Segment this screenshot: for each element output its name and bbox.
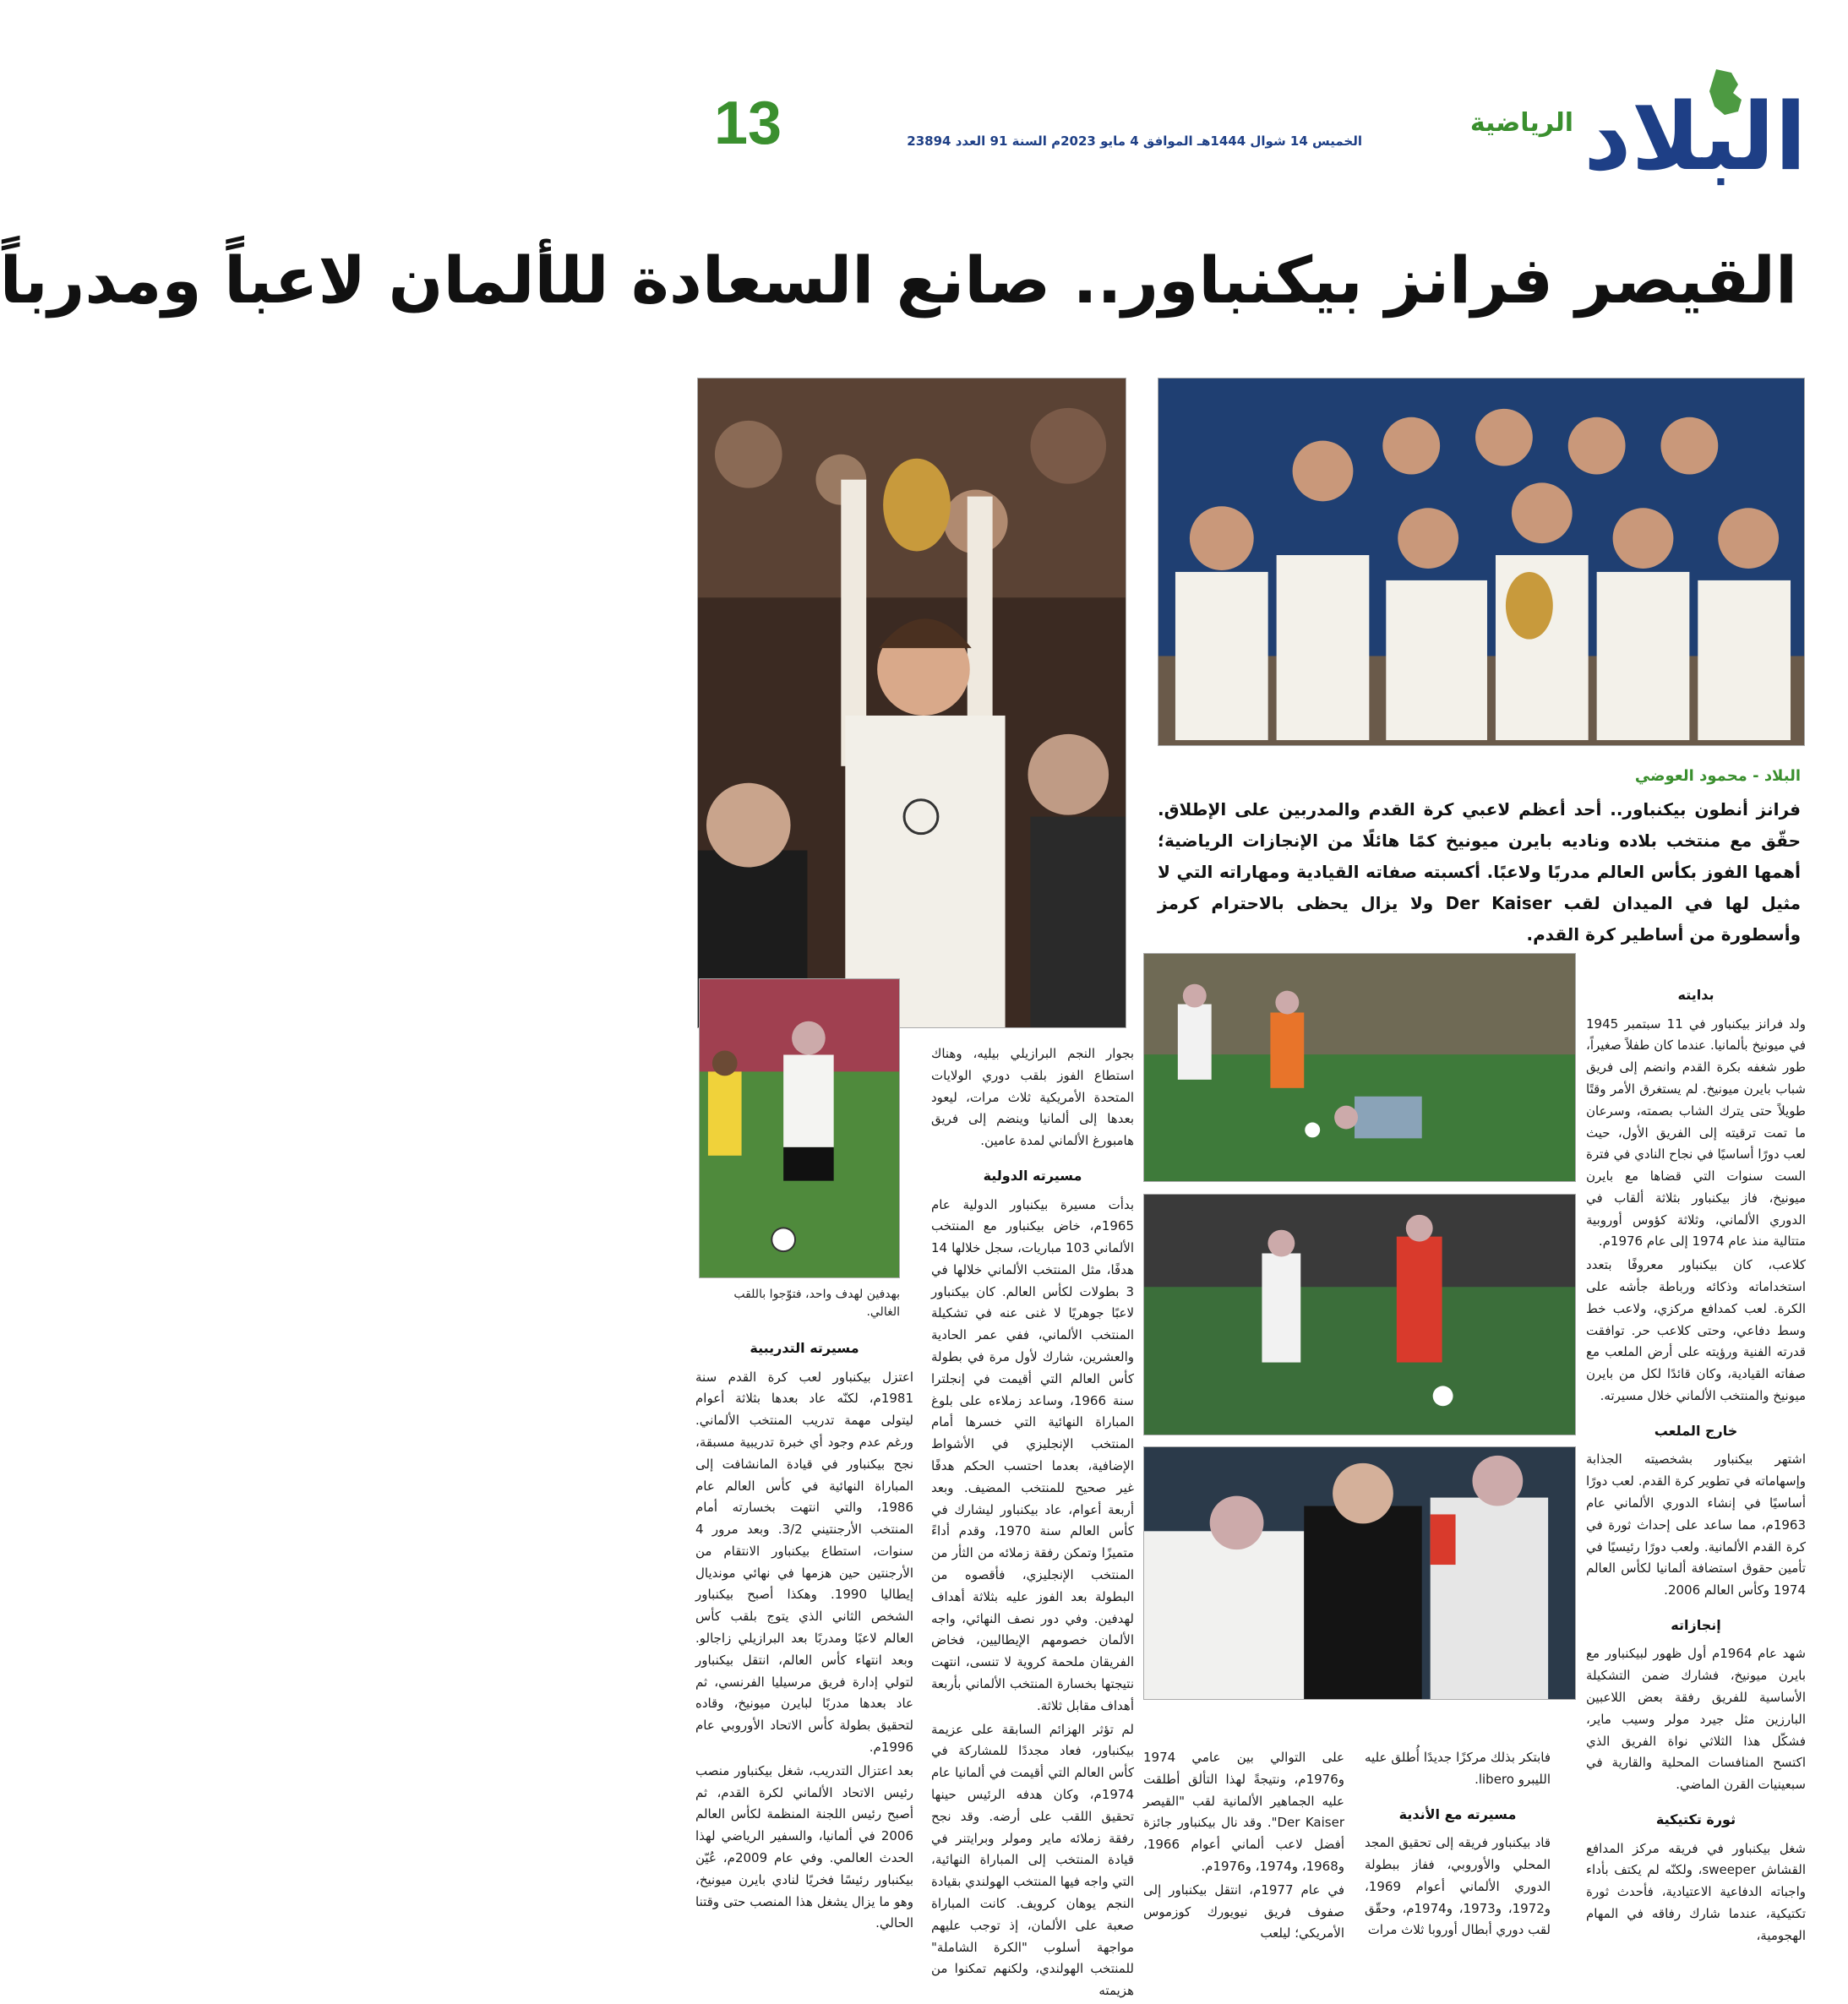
paragraph: كلاعب، كان بيكنباور معروفًا بتعدد استخداماته وذكائه ورباطة جأشه على الكرة. لعب كمدافع مركزي، ولاعب خط وسط دفاعي، وحتى كلاعب حر. توافقت قدرته الفنية ورؤيته على أرض الملعب مع صفاته القيادية، وكان قائدًا لكل من بايرن ميونيخ والمنتخب الألماني خلال مسيرته. [1586,1257,1806,1404]
paragraph: بدأت مسيرة بيكنباور الدولية عام 1965م، خاض بيكنباور مع المنتخب الألماني 103 مباريات، سجل خلالها 14 هدفًا، مثل المنتخب الألماني خلالها في 3 بطولات لكأس العالم. كان بيكنباور لاعبًا جوهريًا لا غنى عنه في تشكيلة المنتخب الألماني، ففي عمر الحادية والعشرين، شارك لأول مرة في بطولة كأس العالم التي أقيمت في إنجلترا سنة 1966، وساعد زملاءه على بلوغ المباراة النهائية التي خسرها أمام المنتخب الإنجليزي في الأشواط الإضافية، بعدما احتسب الحكم هدفًا غير صحيح للمنتخب المضيف. وبعد أربعة أعوام، عاد بيكنباور ليشارك في كأس العالم سنة 1970، وقدم أداءً متميزًا وتمكن رفقة زملائه من الثأر من المنتخب الإنجليزي، فأقصوه من البطولة بعد الفوز عليه بثلاثة أهداف لهدفين. وفي دور نصف النهائي، واجه الألمان خصومهم الإيطاليين، فخاض الفريقان ملحمة كروية لا تنسى، انتهت نتيجتها بخسارة المنتخب الألماني بأربعة أهداف مقابل ثلاثة. [931,1196,1134,1713]
article-column-4 [931,1043,1134,2004]
subheading: مسيرته الدولية [983,1167,1082,1184]
paragraph: فابتكر بذلك مركزًا جديدًا أُطلق عليه الليبرو libero. [1365,1750,1551,1787]
photo-caption: بهدفين لهدف واحد، فتوّجوا باللقب الغالي. [733,1288,900,1319]
newspaper-logo [1584,61,1807,191]
paragraph: على التوالي بين عامي 1974 و1976م، ونتيجةً لهذا التألق أطلقت عليه الجماهير الألمانية لقب "القيصر Der Kaiser". وقد نال بيكنباور جائزة أفضل لاعب ألماني أعوام 1966، و1968، و1974، و1976م. [1143,1750,1345,1874]
article-column-3 [1143,1747,1344,1947]
subheading: إنجازاته [1671,1616,1721,1633]
subheading: خارج الملعب [1654,1422,1738,1439]
paragraph: في عام 1977م، انتقل بيكنباور إلى صفوف فريق نيويورك كوزموس الأمريكي؛ ليلعب [1143,1881,1344,1941]
photo-trophy-lift [697,378,1126,1028]
paragraph: شغل بيكنباور في فريقه مركز المدافع القشاش sweeper، ولكنّه لم يكتف بأداء واجباته الدفاعية الاعتيادية، فأحدث ثورة تكتيكية، عندما شارك رفاقه في المهام الهجومية، [1586,1840,1806,1943]
photo-beckenbauer-playing [699,978,900,1278]
paragraph: بعد اعتزال التدريب، شغل بيكنباور منصب رئيس الاتحاد الألماني لكرة القدم، ثم أصبح رئيس اللجنة المنظمة لكأس العالم 2006 في ألمانيا، والسفير الرياضي لهذا الحدث العالمي. وفي عام 2009م، عُيّن بيكنباور رئيسًا فخريًا لنادي بايرن ميونيخ، وهو ما يزال يشغل هذا المنصب حتى وقتنا الحالي. [695,1762,913,1931]
subheading: مسيرته التدريبية [750,1340,859,1356]
subheading: مسيرته مع الأندية [1398,1805,1517,1822]
subheading: بدايته [1677,987,1714,1003]
page-number: 13 [714,90,782,157]
paragraph: ولد فرانز بيكنباور في 11 سبتمبر 1945 في ميونيخ بألمانيا. عندما كان طفلاً صغيراً، طور شغفه بكرة القدم وانضم إلى فريق شباب بايرن ميونيخ. لم يستغرق الأمر وقتًا طويلاً حتى يترك الشاب بصمته، وسرعان ما تمت ترقيته إلى الفريق الأول، حيث لعب دورًا أساسيًا في نجاح النادي في فترة الست سنوات التي قضاها مع بايرن ميونيخ، فاز بيكنباور بثلاثة ألقاب في الدوري الألماني، وثلاثة كؤوس أوروبية متتالية منذ عام 1974 إلى عام 1976م. [1586,1016,1806,1250]
dateline: الخميس 14 شوال 1444هـ الموافق 4 مايو 2023م السنة 91 العدد 23894 [907,133,1362,149]
article-column-5 [695,1325,913,1936]
paragraph: لم تؤثر الهزائم السابقة على عزيمة بيكنباور، فعاد مجددًا للمشاركة في كأس العالم التي أقيمت في ألمانيا عام 1974م، وكان هدفه الرئيس حينها تحقيق اللقب على أرضه. وقد نجح رفقة زملائه ماير ومولر وبرايتنر في قيادة المنتخب إلى المباراة النهائية، التي واجه فيها المنتخب الهولندي بقيادة النجم يوهان كرويف. كانت المباراة صعبة على الألمان، إذ توجب عليهم مواجهة أسلوب "الكرة الشاملة" للمنتخب الهولندي، ولكنهم تمكنوا من هزيمته [931,1721,1134,1999]
logo-wordmark: البلاد [1584,83,1807,191]
headline: القيصر فرانز بيكنباور.. صانع السعادة للألمان لاعباً ومدرباً [0,242,1797,318]
photo-coach-celebration [1143,1446,1576,1700]
paragraph: قاد بيكنباور فريقه إلى تحقيق المجد المحلي والأوروبي، ففاز ببطولة الدوري الألماني أعوام 1969، و1972، و1973، و1974م، وحقّق لقب دوري أبطال أوروبا ثلاث مرات [1365,1835,1551,1938]
subheading: ثورة تكتيكية [1655,1811,1736,1828]
paragraph: اشتهر بيكنباور بشخصيته الجذابة وإسهاماته في تطوير كرة القدم. لعب دورًا أساسيًا في إنشاء الدوري الألماني عام 1963م، مما ساعد على إحداث ثورة في كرة القدم الألمانية. ولعب دورًا رئيسيًا في تأمين حقوق استضافة ألمانيا لكأس العالم 1974 وكأس العالم 2006. [1586,1451,1806,1598]
byline: البلاد - محمود العوضي [1634,767,1801,785]
paragraph: شهد عام 1964م أول ظهور لبيكنباور مع بايرن ميونيخ، فشارك ضمن التشكيلة الأساسية للفريق رفقة بعض اللاعبين البارزين مثل جيرد مولر وسيب ماير، فشكّل هذا الثلاثي نواة الفريق الذي اكتسح المنافسات المحلية والقارية في سبعينيات القرن الماضي. [1586,1646,1806,1793]
photo-team-with-trophy [1158,378,1805,746]
photo-match-action-1 [1143,953,1576,1182]
article-column-1 [1586,972,1806,1949]
paragraph: بجوار النجم البرازيلي بيليه، وهناك استطاع الفوز بلقب دوري الولايات المتحدة الأمريكية ثلاث مرات، ليعود بعدها إلى ألمانيا وينضم إلى فريق هامبورغ الألماني لمدة عامين. [931,1046,1134,1149]
article-column-2 [1365,1747,1551,1943]
section-name: الرياضية [1469,108,1573,138]
article-intro: فرانز أنطون بيكنباور.. أحد أعظم لاعبي كرة القدم والمدربين على الإطلاق. حقّق مع منتخب بلاده وناديه بايرن ميونيخ كمًا هائلًا من الإنجازات الرياضية؛ أهمها الفوز بكأس العالم مدربًا ولاعبًا. أكسبته صفاته القيادية ومهاراته التي لا مثيل لها في الميدان لقب Der Kaiser ولا يزال يحظى بالاحترام كرمز وأسطورة من أساطير كرة القدم. [1158,799,1801,945]
paragraph: اعتزل بيكنباور لعب كرة القدم سنة 1981م، لكنّه عاد بعدها بثلاثة أعوام ليتولى مهمة تدريب المنتخب الألماني. ورغم عدم وجود أي خبرة تدريبية مسبقة، نجح بيكنباور في قيادة المانشافت إلى المباراة النهائية في كأس العالم عام 1986، والتي انتهت بخسارته أمام المنتخب الأرجنتيني 3/2. وبعد مرور 4 سنوات، استطاع بيكنباور الانتقام من الأرجنتين حين هزمها في نهائي مونديال إيطاليا 1990. وهكذا أصبح بيكنباور الشخص الثاني الذي يتوج بلقب كأس العالم لاعبًا ومدربًا بعد البرازيلي زاجالو. وبعد انتهاء كأس العالم، انتقل بيكنباور لتولي إدارة فريق مرسيليا الفرنسي، ثم عاد بعدها مدربًا لبايرن ميونيخ، وقاده لتحقيق بطولة كأس الاتحاد الأوروبي عام 1996م. [695,1369,913,1756]
photo-match-action-2 [1143,1194,1576,1435]
